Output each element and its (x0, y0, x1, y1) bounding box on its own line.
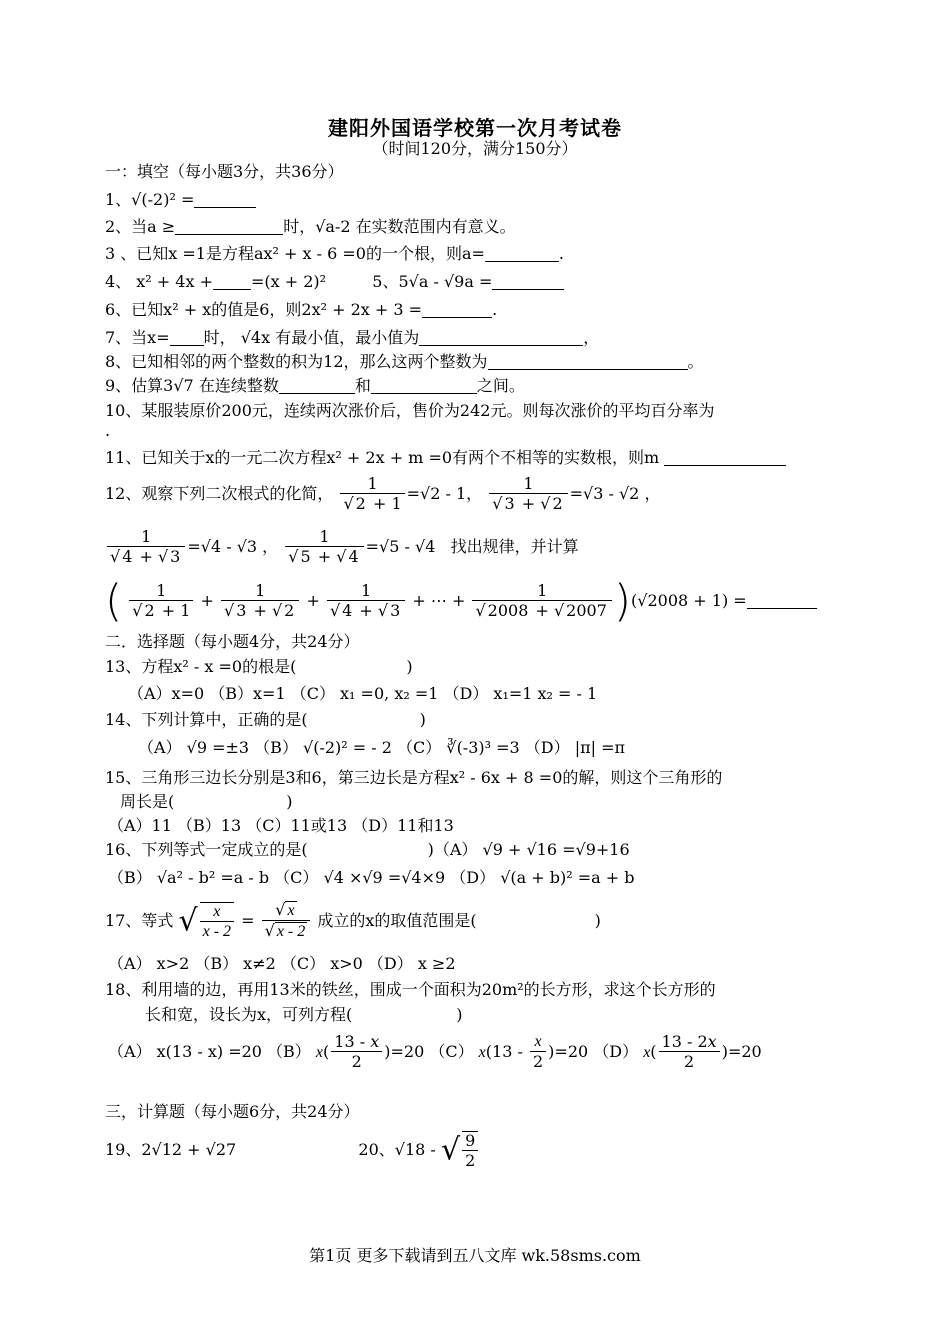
fraction: $\frac{x}{x - 2}$ (200, 902, 234, 942)
question-17-options: （A） x>2 （B） x≠2 （C） x>0 （D） x ≥2 (108, 954, 456, 973)
page-title: 建阳外国语学校第一次月考试卷 (328, 116, 622, 140)
section-heading-calc: 三，计算题（每小题6分，共24分） (105, 1102, 360, 1121)
question-12: 12、观察下列二次根式的化简， $\frac{1}{√ 2 + 1}$ =√2 - 1， $\frac{1}{√ 3 + √ 2}$ =√3 - √2 ， (105, 474, 661, 513)
answer-blank[interactable] (175, 218, 283, 235)
section-heading-fill: 一：填空（每小题3分，共36分） (105, 162, 344, 181)
fraction: $\frac{1}{√ 3 + √ 2}$ (489, 475, 567, 514)
question-15-line2: 周长是( ) (120, 792, 293, 811)
fraction: $\frac{x}{2}$ (530, 1033, 546, 1072)
question-11: 11、已知关于x的一元二次方程x² + 2x + m =0有两个不相等的实数根，则m (105, 448, 786, 468)
fraction: $\frac{1}{√ 2 + 1}$ (340, 475, 404, 514)
fraction: $\frac{13 - x}{2}$ (331, 1033, 382, 1072)
fraction: $\frac{1}{√ 3 + √ 2}$ (221, 582, 299, 621)
question-13-options: （A）x=0 （B）x=1 （C） x₁ =0, x₂ =1 （D） x₁=1 x₂ = - 1 (128, 684, 598, 703)
question-16: 16、下列等式一定成立的是( )（A） √9 + √16 =√9+16 (105, 840, 630, 859)
page-footer: 第1页 更多下载请到五八文库 wk.58sms.com (309, 1246, 641, 1265)
question-13: 13、方程x² - x =0的根是( ) (105, 657, 413, 676)
answer-blank[interactable] (492, 273, 564, 290)
answer-blank[interactable] (664, 449, 786, 466)
answer-blank[interactable] (170, 329, 204, 346)
fraction: $\frac{13 - 2x}{2}$ (659, 1033, 720, 1072)
fraction: $\frac{1}{√ 4 + √ 3}$ (107, 528, 185, 567)
question-20: 20、√18 - (358, 1140, 436, 1159)
question-19: 19、2√12 + √27 (105, 1140, 237, 1159)
question-7: 7、当x= 时， √4x 有最小值，最小值为 ， (105, 328, 600, 347)
question-15-options: （A）11 （B）13 （C）11或13 （D）11和13 (108, 816, 454, 835)
question-16-options: （B） √a² - b² =a - b （C） √4 ×√9 =√4×9 （D） √(a + b)² =a + b (108, 868, 635, 887)
fraction: $\frac{1}{√ 4 + √ 3}$ (327, 582, 405, 621)
question-2: 2、当a ≥ 时，√a-2 在实数范围内有意义。 (105, 217, 516, 236)
fraction: $\frac{1}{√ 2008 + √ 2007}$ (472, 582, 611, 621)
question-17: 17、等式 √ $\frac{x}{x - 2}$ = $\frac{√ x}{√ x - 2}$ 成立的x的取值范围是( ) (105, 900, 601, 940)
answer-blank[interactable] (485, 245, 559, 262)
answer-blank[interactable] (419, 329, 583, 346)
fraction: $\frac{1}{√ 5 + √ 4}$ (285, 528, 363, 567)
question-12-calc: ( $\frac{1}{√ 2 + 1}$ + $\frac{1}{√ 3 + √ 2}$ + $\frac{1}{√ 4 + √ 3}$ + ⋯ + $\frac{1}{√ 2008 + √ 2007}$ )(√2008 + 1) = (105, 576, 817, 626)
question-3: 3 、已知x =1是方程ax² + x - 6 =0的一个根，则a= . (105, 244, 565, 263)
answer-blank[interactable] (371, 377, 477, 394)
question-15: 15、三角形三边长分别是3和6，第三边长是方程x² - 6x + 8 =0的解，则这个三角形的 (105, 768, 723, 787)
answer-blank[interactable] (747, 592, 817, 609)
section-heading-choice: 二．选择题（每小题4分，共24分） (105, 632, 360, 651)
question-14: 14、下列计算中，正确的是( ) (105, 710, 426, 729)
fraction: $\frac{√ x}{√ x - 2}$ (262, 901, 311, 942)
question-10: 10、某服装原价200元，连续两次涨价后，售价为242元。则每次涨价的平均百分率为 (105, 401, 715, 420)
question-14-options: （A） √9 =±3 （B） √(-2)² = - 2 （C） ∛(-3)³ =3 （D） |π| =π (138, 738, 626, 757)
question-8: 8、已知相邻的两个整数的积为12，那么这两个整数为 。 (105, 352, 704, 371)
question-18-line2: 长和宽，设长为x，可列方程( ) (145, 1005, 463, 1024)
question-12-line2: $\frac{1}{√ 4 + √ 3}$ =√4 - √3 ， $\frac{1}{√ 5 + √ 4}$ =√5 - √4 找出规律，并计算 (105, 525, 579, 569)
answer-blank[interactable] (422, 301, 492, 318)
question-9: 9、估算3√7 在连续整数 和 之间。 (105, 376, 525, 395)
answer-blank[interactable] (194, 191, 256, 208)
fraction: $\frac{9}{2}$ (462, 1131, 478, 1171)
question-6: 6、已知x² + x的值是6，则2x² + 2x + 3 = . (105, 300, 498, 319)
question-4-5: 4、 x² + 4x + =(x + 2)² 5、5√a - √9a = (105, 272, 564, 292)
answer-blank[interactable] (213, 273, 251, 290)
question-10-tail: . (105, 421, 111, 440)
answer-blank[interactable] (488, 353, 688, 370)
question-18: 18、利用墙的边，再用13米的铁丝，围成一个面积为20m²的长方形，求这个长方形的 (105, 980, 716, 999)
fraction: $\frac{1}{√ 2 + 1}$ (129, 582, 193, 621)
question-19-20: 19、2√12 + √27 20、√18 - √ $\frac{9}{2}$ (105, 1128, 480, 1172)
question-18-options: （A） x(13 - x) =20 （B） x( $\frac{13 - x}{2}$ )=20 （C） x(13 - $\frac{x}{2}$ )=20 （D） x( $\frac{13 - 2x}{2}$ )=20 (108, 1032, 762, 1071)
page-subtitle: （时间120分，满分150分） (372, 139, 578, 158)
question-1: 1、√(-2)² = (105, 190, 256, 210)
answer-blank[interactable] (279, 377, 355, 394)
